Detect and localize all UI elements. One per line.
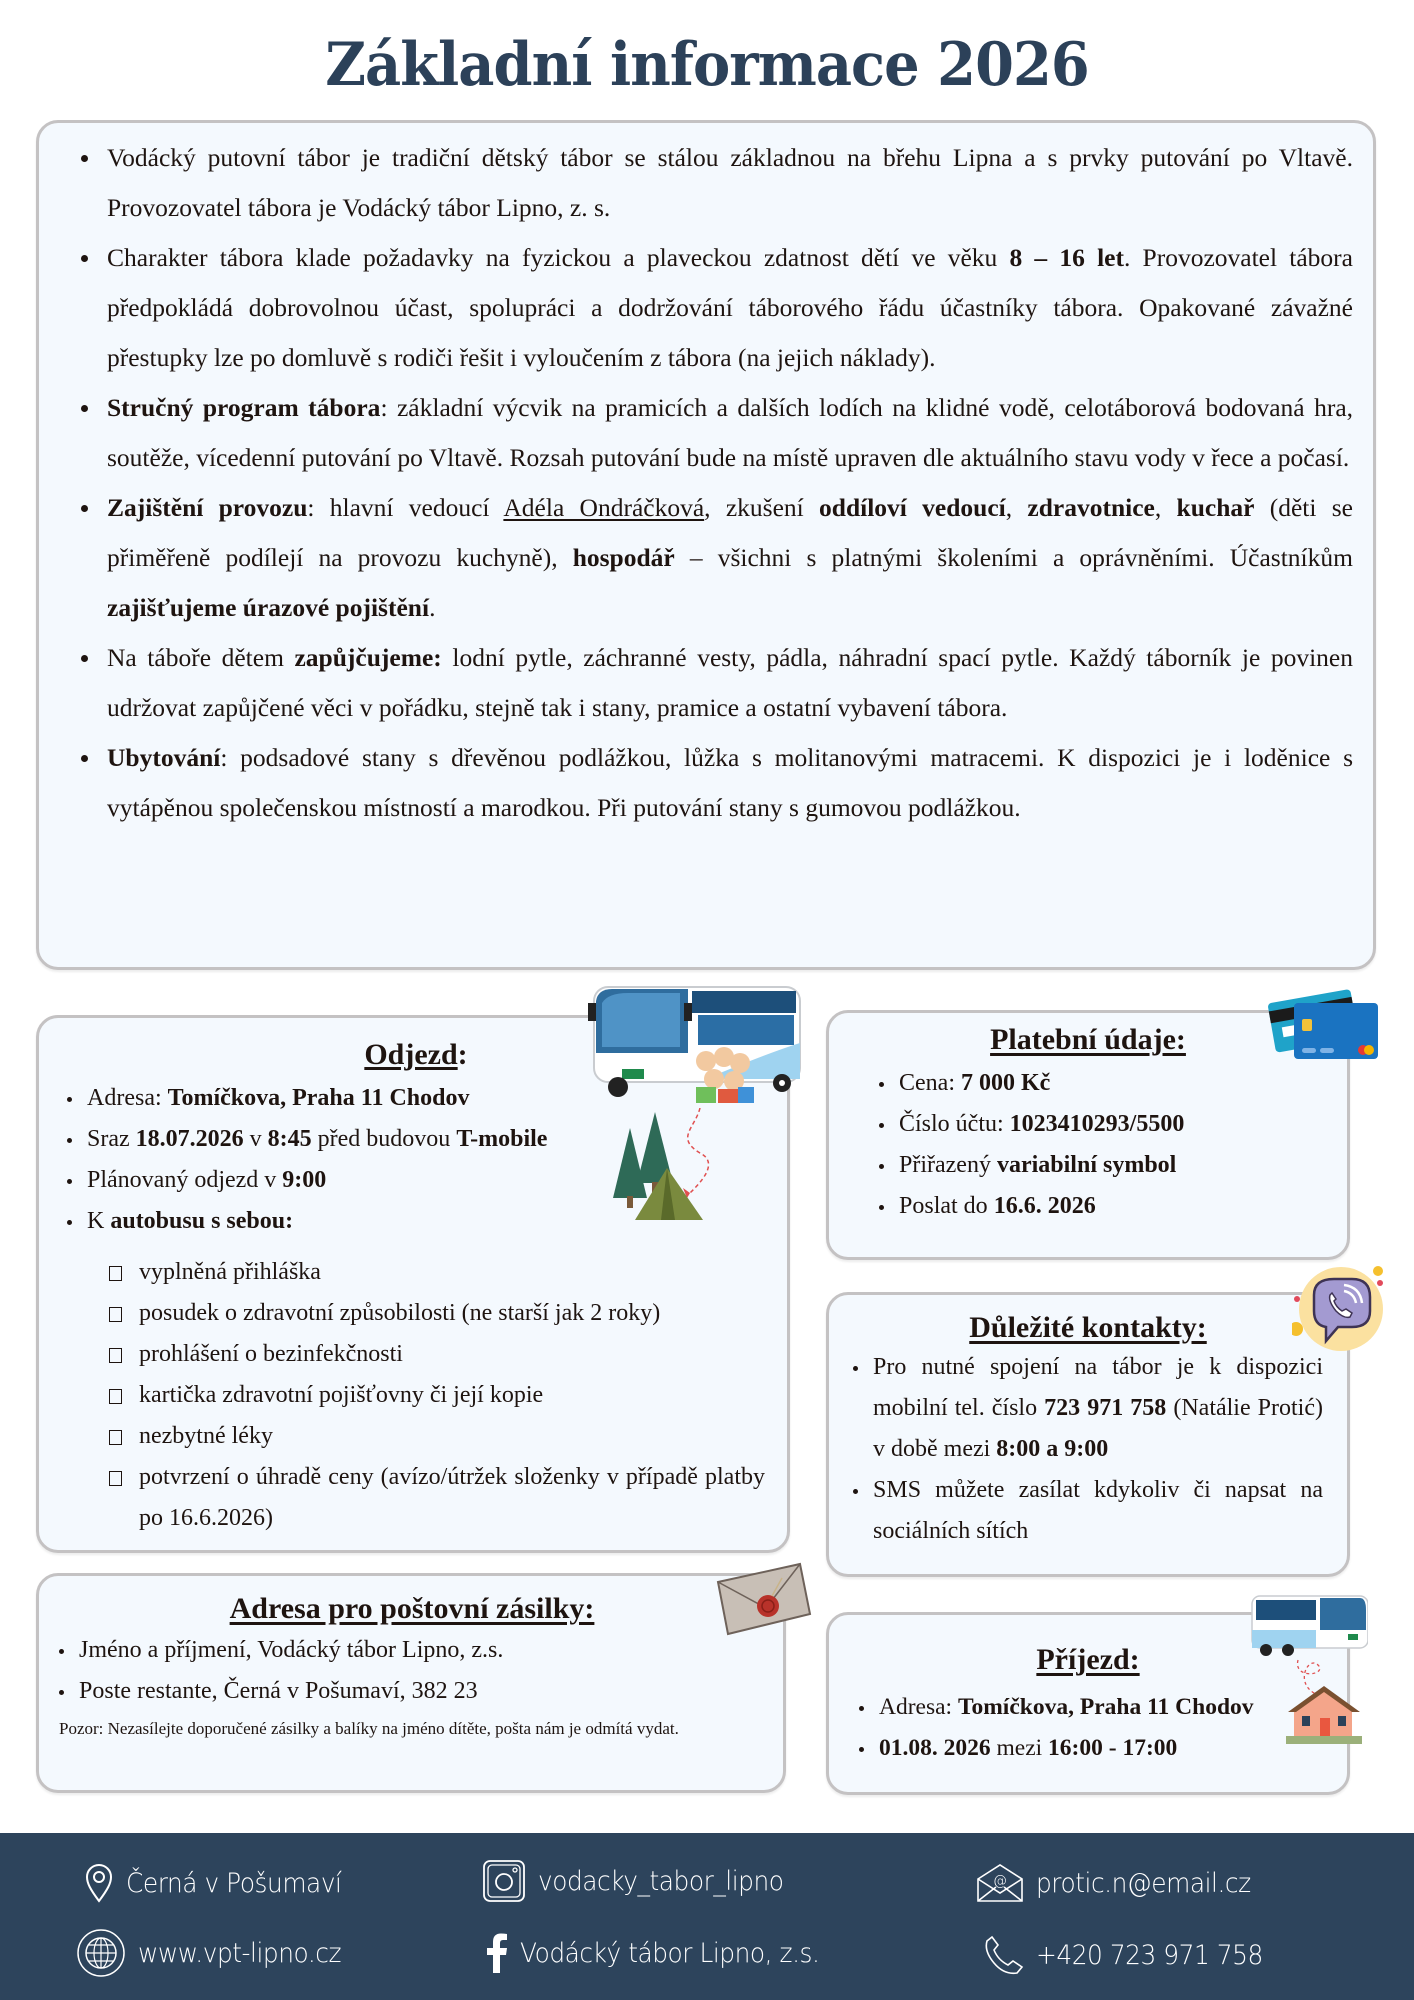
departure-title: Odjezd: (364, 1038, 468, 1071)
email-envelope-icon (976, 1863, 1024, 1903)
bus-with-kids-icon (588, 983, 806, 1108)
list-item: Ubytování: podsadové stany s dřevěnou podlážkou, lůžka s molitanovými matracemi. K dispozici je i loděnice s vytápěnou společenskou místností a marodkou. Při putování stany s gumovou podlážkou. (59, 733, 1353, 833)
list-item: K autobusu s sebou: (67, 1201, 765, 1242)
list-item: Stručný program tábora: základní výcvik na pramicích a dalších lodích na klidné vodě, celotáborová bodovaná hra, soutěže, vícedenní putování po Vltavě. Rozsah putování bude na místě upraven dle aktuálního stavu vody v řece a počasí. (59, 383, 1353, 483)
svg-text:@: @ (993, 1873, 1007, 1889)
payment-title: Platební údaje: (990, 1023, 1186, 1056)
list-item: Charakter tábora klade požadavky na fyzickou a plaveckou zdatnost dětí ve věku 8 – 16 let. Provozovatel tábora předpokládá dobrovolnou účast, spolupráci a dodržování táborového řádu účastníky tábora. Opakované závažné přestupky lze po domluvě s rodiči řešit i vyloučením z tábora (na jejich náklady). (59, 233, 1353, 383)
camp-tent-icon (605, 1108, 735, 1233)
facebook-icon (486, 1933, 508, 1973)
list-item: Na táboře dětem zapůjčujeme: lodní pytle, záchranné vesty, pádla, náhradní spací pytle. Každý táborník je povinen udržovat zapůjčené věci v pořádku, stejně tak i stany, pramice a ostatní vybavení tábora. (59, 633, 1353, 733)
footer-email-link[interactable]: @ protic.n@email.cz (976, 1863, 1269, 1903)
mail-address-box (36, 1573, 786, 1793)
footer-phone-link[interactable]: +420 723 971 758 (984, 1935, 1283, 1975)
map-pin-icon (84, 1863, 114, 1903)
list-item: Pro nutné spojení na tábor je k dispozici mobilní tel. číslo 723 971 758 (Natálie Protić) v době mezi 8:00 a 9:00 (853, 1347, 1323, 1470)
list-item: 01.08. 2026 mezi 16:00 - 17:00 (859, 1728, 1327, 1769)
contacts-title: Důležité kontakty: (969, 1311, 1207, 1344)
checklist-item[interactable]: kartička zdravotní pojišťovny či její kopie (109, 1375, 765, 1416)
phone-icon (984, 1935, 1024, 1975)
info-list (59, 133, 1353, 833)
list-item: Jméno a příjmení, Vodácký tábor Lipno, z.s. (59, 1630, 765, 1671)
instagram-icon (482, 1859, 526, 1903)
list-item: Poste restante, Černá v Pošumaví, 382 23 (59, 1671, 765, 1712)
contacts-box (826, 1292, 1350, 1577)
contacts-list (853, 1347, 1323, 1552)
checklist-item[interactable]: nezbytné léky (109, 1416, 765, 1457)
footer-website-link[interactable]: www.vpt-lipno.cz (76, 1928, 359, 1978)
bus-to-house-icon (1248, 1590, 1368, 1750)
checklist-item[interactable]: prohlášení o bezinfekčnosti (109, 1334, 765, 1375)
checklist-item[interactable]: posudek o zdravotní způsobilosti (ne starší jak 2 roky) (109, 1293, 765, 1334)
list-item: Vodácký putovní tábor je tradiční dětský tábor se stálou základnou na břehu Lipna a s prvky putování po Vltavě. Provozovatel tábora je Vodácký tábor Lipno, z. s. (59, 133, 1353, 233)
footer-facebook-link[interactable]: Vodácký tábor Lipno, z.s. (486, 1933, 845, 1973)
envelope-with-seal-icon (714, 1562, 812, 1640)
list-item: Adresa: Tomíčkova, Praha 11 Chodov (859, 1687, 1327, 1728)
viber-phone-icon (1292, 1265, 1384, 1355)
page-title: Základní informace 2026 (325, 30, 1089, 100)
list-item: Sraz 18.07.2026 v 8:45 před budovou T-mobile (67, 1119, 765, 1160)
mail-address-list (59, 1630, 765, 1712)
packing-checklist (67, 1252, 765, 1539)
checklist-item[interactable]: vyplněná přihláška (109, 1252, 765, 1293)
credit-cards-icon (1266, 985, 1378, 1059)
checklist-item[interactable]: potvrzení o úhradě ceny (avízo/útržek složenky v případě platby po 16.6.2026) (109, 1457, 765, 1539)
list-item: Cena: 7 000 Kč (879, 1063, 1327, 1104)
mail-warning-note: Pozor: Nezasílejte doporučené zásilky a balíky na jméno dítěte, pošta nám je odmítá vydat. (59, 1719, 679, 1738)
basic-info-box (36, 120, 1376, 970)
list-item: SMS můžete zasílat kdykoliv či napsat na sociálních sítích (853, 1470, 1323, 1552)
footer (0, 1833, 1414, 2000)
list-item: Plánovaný odjezd v 9:00 (67, 1160, 765, 1201)
payment-list (879, 1063, 1327, 1227)
list-item: Poslat do 16.6. 2026 (879, 1186, 1327, 1227)
list-item: Číslo účtu: 1023410293/5500 (879, 1104, 1327, 1145)
list-item: Adresa: Tomíčkova, Praha 11 Chodov (67, 1078, 765, 1119)
footer-location: Černá v Pošumaví (84, 1863, 360, 1903)
globe-icon (76, 1928, 126, 1978)
list-item: Zajištění provozu: hlavní vedoucí Adéla Ondráčková, zkušení oddíloví vedoucí, zdravotnice, kuchař (děti se přiměřeně podílejí na provozu kuchyně), hospodář – všichni s platnými školeními a oprávněními. Účastníkům zajišťujeme úrazové pojištění. (59, 483, 1353, 633)
list-item: Přiřazený variabilní symbol (879, 1145, 1327, 1186)
footer-instagram-link[interactable]: vodacky_tabor_lipno (482, 1859, 805, 1903)
mail-address-title: Adresa pro poštovní zásilky: (229, 1592, 595, 1625)
arrival-title: Příjezd: (1036, 1643, 1140, 1676)
